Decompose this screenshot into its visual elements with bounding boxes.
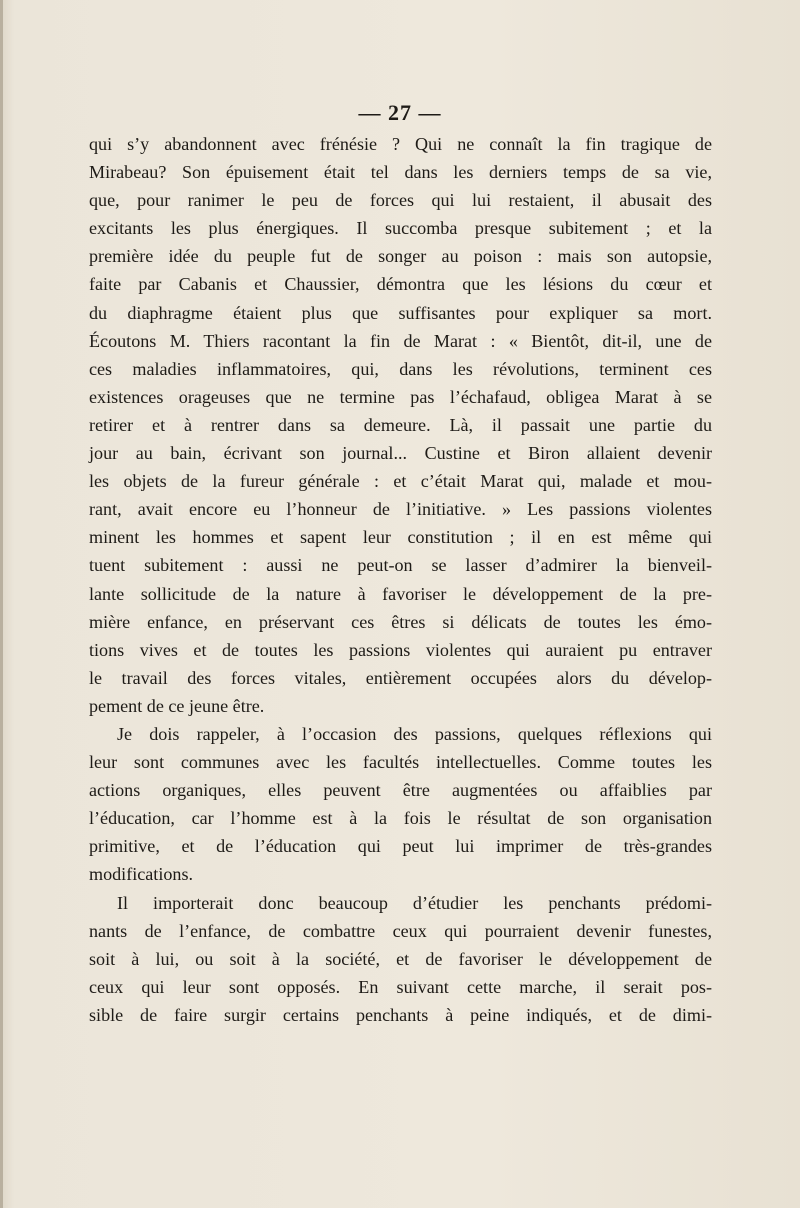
text-line: Écoutons M. Thiers racontant la fin de Marat : « Bientôt, dit-il, une de <box>89 330 712 351</box>
text-line: qui s’y abandonnent avec frénésie ? Qui ne connaît la fin tragique de <box>89 134 712 154</box>
text-line: l’éducation, car l’homme est à la fois le résultat de son organisation <box>89 808 712 829</box>
text-line: que, pour ranimer le peu de forces qui lui restaient, il abusait des <box>89 190 712 211</box>
text-line: les objets de la fureur générale : et c’était Marat qui, malade et mou- <box>89 471 712 492</box>
body-text <box>89 130 712 1029</box>
text-line: existences orageuses que ne termine pas l’échafaud, obligea Marat à se <box>89 386 712 407</box>
text-line: Il importerait donc beaucoup d’étudier les penchants prédomi- <box>117 892 712 913</box>
text-line: Je dois rappeler, à l’occasion des passions, quelques réflexions qui <box>117 723 712 744</box>
text-line: tuent subitement : aussi ne peut-on se lasser d’admirer la bienveil- <box>89 555 712 576</box>
text-line: primitive, et de l’éducation qui peut lui imprimer de très-grandes <box>89 836 712 857</box>
page-number: — 27 — <box>358 100 442 125</box>
text-line: pement de ce jeune être. <box>89 695 265 716</box>
text-line: sible de faire surgir certains penchants à peine indiqués, et de dimi- <box>89 1004 712 1025</box>
page-binding-edge <box>0 0 3 1208</box>
text-line: Mirabeau? Son épuisement était tel dans les derniers temps de sa vie, <box>89 162 712 183</box>
text-line: excitants les plus énergiques. Il succomba presque subitement ; et la <box>89 218 712 239</box>
text-line: soit à lui, ou soit à la société, et de favoriser le développement de <box>89 948 712 969</box>
text-line: minent les hommes et sapent leur constitution ; il en est même qui <box>89 527 712 548</box>
text-line: rant, avait encore eu l’honneur de l’initiative. » Les passions violentes <box>89 499 712 520</box>
text-line: tions vives et de toutes les passions violentes qui auraient pu entraver <box>89 639 712 660</box>
text-line: faite par Cabanis et Chaussier, démontra que les lésions du cœur et <box>89 274 712 295</box>
text-line: actions organiques, elles peuvent être augmentées ou affaiblies par <box>89 780 712 801</box>
text-line: le travail des forces vitales, entièrement occupées alors du dévelop- <box>89 667 712 688</box>
text-line: leur sont communes avec les facultés intellectuelles. Comme toutes les <box>89 752 712 773</box>
text-line: retirer et à rentrer dans sa demeure. Là, il passait une partie du <box>89 414 712 435</box>
text-line: modifications. <box>89 864 194 885</box>
text-line: jour au bain, écrivant son journal... Custine et Biron allaient devenir <box>89 443 712 464</box>
text-line: mière enfance, en préservant ces êtres si délicats de toutes les émo- <box>89 611 712 632</box>
text-line: nants de l’enfance, de combattre ceux qui pourraient devenir funestes, <box>89 920 712 941</box>
text-line: lante sollicitude de la nature à favoriser le développement de la pre- <box>89 583 712 604</box>
text-line: ces maladies inflammatoires, qui, dans les révolutions, terminent ces <box>89 358 712 379</box>
text-line: du diaphragme étaient plus que suffisantes pour expliquer sa mort. <box>89 302 712 323</box>
text-line: première idée du peuple fut de songer au poison : mais son autopsie, <box>89 246 712 267</box>
text-line: ceux qui leur sont opposés. En suivant cette marche, il serait pos- <box>89 976 712 997</box>
